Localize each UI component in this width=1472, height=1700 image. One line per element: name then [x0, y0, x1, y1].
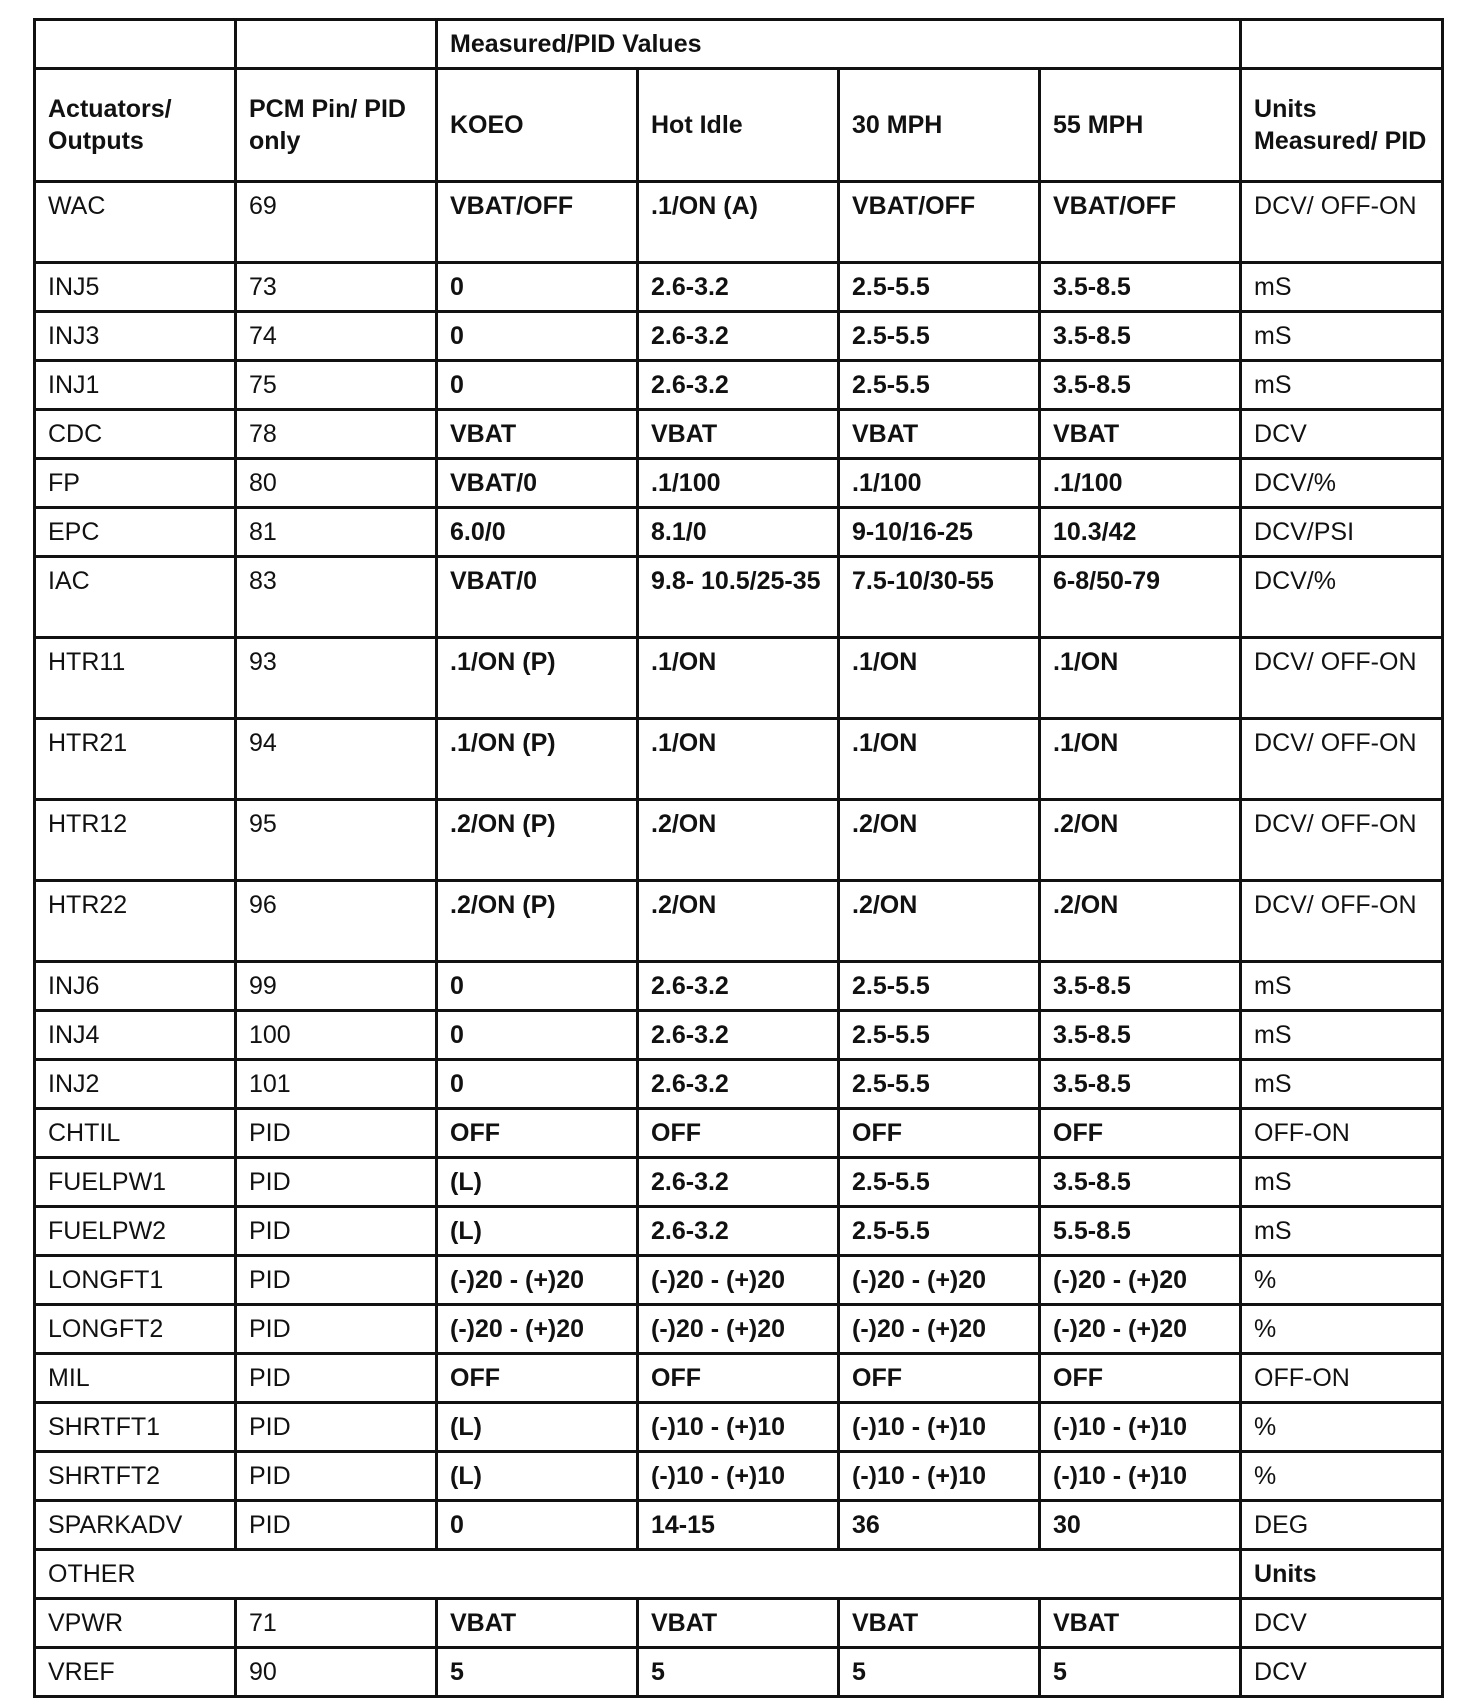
cell-koeo: 0: [437, 1501, 638, 1550]
cell-30mph: 2.5-5.5: [839, 1207, 1040, 1256]
cell-55mph: 30: [1040, 1501, 1241, 1550]
cell-actuator: SPARKADV: [35, 1501, 236, 1550]
cell-55mph: 3.5-8.5: [1040, 1011, 1241, 1060]
cell-55mph: .2/ON: [1040, 800, 1241, 881]
cell-hot-idle: .1/ON: [638, 719, 839, 800]
cell-pcm-pin: 75: [236, 361, 437, 410]
cell-koeo: .1/ON (P): [437, 719, 638, 800]
cell-pcm-pin: PID: [236, 1109, 437, 1158]
cell-actuator: HTR22: [35, 881, 236, 962]
cell-actuator: SHRTFT2: [35, 1452, 236, 1501]
cell-30mph: 2.5-5.5: [839, 1158, 1040, 1207]
cell-actuator: LONGFT1: [35, 1256, 236, 1305]
cell-pcm-pin: 73: [236, 263, 437, 312]
cell-hot-idle: 2.6-3.2: [638, 1011, 839, 1060]
cell-actuator: INJ3: [35, 312, 236, 361]
col-header-actuators: Actuators/ Outputs: [35, 69, 236, 182]
cell-units: DCV/%: [1241, 459, 1443, 508]
cell-units: mS: [1241, 1207, 1443, 1256]
cell-55mph: OFF: [1040, 1109, 1241, 1158]
cell-hot-idle: 8.1/0: [638, 508, 839, 557]
cell-pcm-pin: 81: [236, 508, 437, 557]
cell-units: mS: [1241, 1158, 1443, 1207]
cell-pcm-pin: 83: [236, 557, 437, 638]
cell-koeo: (-)20 - (+)20: [437, 1305, 638, 1354]
col-header-pcm-pin: PCM Pin/ PID only: [236, 69, 437, 182]
cell-units: DCV/%: [1241, 557, 1443, 638]
table-row: [35, 1158, 1443, 1207]
cell-55mph: 3.5-8.5: [1040, 1060, 1241, 1109]
cell-koeo: VBAT: [437, 410, 638, 459]
cell-pcm-pin: 78: [236, 410, 437, 459]
other-section-label: OTHER: [35, 1550, 1241, 1599]
table-row: [35, 263, 1443, 312]
cell-30mph: .1/ON: [839, 638, 1040, 719]
cell-55mph: 3.5-8.5: [1040, 263, 1241, 312]
cell-hot-idle: 2.6-3.2: [638, 312, 839, 361]
cell-55mph: 3.5-8.5: [1040, 312, 1241, 361]
col-header-hot-idle: Hot Idle: [638, 69, 839, 182]
cell-55mph: (-)20 - (+)20: [1040, 1256, 1241, 1305]
cell-actuator: FUELPW2: [35, 1207, 236, 1256]
cell-55mph: VBAT: [1040, 410, 1241, 459]
cell-actuator: INJ5: [35, 263, 236, 312]
cell-koeo: 0: [437, 1060, 638, 1109]
cell-hot-idle: (-)20 - (+)20: [638, 1256, 839, 1305]
other-units-header: Units: [1241, 1550, 1443, 1599]
cell-pcm-pin: PID: [236, 1256, 437, 1305]
cell-hot-idle: .1/ON: [638, 638, 839, 719]
cell-30mph: (-)20 - (+)20: [839, 1305, 1040, 1354]
cell-hot-idle: 2.6-3.2: [638, 1060, 839, 1109]
cell-koeo: OFF: [437, 1354, 638, 1403]
cell-actuator: HTR21: [35, 719, 236, 800]
cell-30mph: 2.5-5.5: [839, 263, 1040, 312]
cell-units: mS: [1241, 1011, 1443, 1060]
table-row: [35, 1599, 1443, 1648]
cell-units: mS: [1241, 263, 1443, 312]
cell-actuator: FUELPW1: [35, 1158, 236, 1207]
cell-55mph: .1/100: [1040, 459, 1241, 508]
header-empty-cell: [236, 20, 437, 69]
cell-units: DEG: [1241, 1501, 1443, 1550]
cell-koeo: .2/ON (P): [437, 881, 638, 962]
cell-koeo: VBAT/OFF: [437, 182, 638, 263]
cell-units: DCV: [1241, 1648, 1443, 1697]
cell-units: %: [1241, 1452, 1443, 1501]
table-row: [35, 881, 1443, 962]
cell-actuator: VPWR: [35, 1599, 236, 1648]
cell-30mph: .1/100: [839, 459, 1040, 508]
cell-hot-idle: VBAT: [638, 1599, 839, 1648]
cell-55mph: (-)20 - (+)20: [1040, 1305, 1241, 1354]
cell-hot-idle: OFF: [638, 1354, 839, 1403]
cell-pcm-pin: 74: [236, 312, 437, 361]
table-row: [35, 1403, 1443, 1452]
cell-hot-idle: .1/100: [638, 459, 839, 508]
cell-actuator: HTR12: [35, 800, 236, 881]
cell-koeo: OFF: [437, 1109, 638, 1158]
cell-hot-idle: .1/ON (A): [638, 182, 839, 263]
cell-hot-idle: 2.6-3.2: [638, 1158, 839, 1207]
cell-55mph: 3.5-8.5: [1040, 962, 1241, 1011]
cell-koeo: 0: [437, 263, 638, 312]
table-row: [35, 410, 1443, 459]
cell-actuator: HTR11: [35, 638, 236, 719]
cell-actuator: IAC: [35, 557, 236, 638]
cell-koeo: 5: [437, 1648, 638, 1697]
cell-pcm-pin: 101: [236, 1060, 437, 1109]
cell-koeo: (L): [437, 1207, 638, 1256]
cell-55mph: .1/ON: [1040, 638, 1241, 719]
cell-units: DCV/PSI: [1241, 508, 1443, 557]
cell-pcm-pin: 93: [236, 638, 437, 719]
cell-30mph: VBAT: [839, 1599, 1040, 1648]
cell-hot-idle: 2.6-3.2: [638, 962, 839, 1011]
cell-55mph: 10.3/42: [1040, 508, 1241, 557]
cell-koeo: (L): [437, 1452, 638, 1501]
table-row: [35, 1648, 1443, 1697]
table-row: [35, 459, 1443, 508]
cell-koeo: VBAT: [437, 1599, 638, 1648]
cell-units: DCV/ OFF-ON: [1241, 638, 1443, 719]
cell-pcm-pin: 80: [236, 459, 437, 508]
cell-pcm-pin: 69: [236, 182, 437, 263]
table-row: [35, 1452, 1443, 1501]
cell-30mph: (-)20 - (+)20: [839, 1256, 1040, 1305]
table-row: [35, 800, 1443, 881]
col-header-30mph: 30 MPH: [839, 69, 1040, 182]
cell-55mph: OFF: [1040, 1354, 1241, 1403]
cell-30mph: 5: [839, 1648, 1040, 1697]
cell-55mph: .1/ON: [1040, 719, 1241, 800]
cell-pcm-pin: 94: [236, 719, 437, 800]
cell-pcm-pin: PID: [236, 1354, 437, 1403]
cell-hot-idle: 9.8- 10.5/25-35: [638, 557, 839, 638]
cell-koeo: 0: [437, 361, 638, 410]
cell-30mph: 2.5-5.5: [839, 312, 1040, 361]
pid-values-table: [33, 18, 1444, 1698]
cell-pcm-pin: 90: [236, 1648, 437, 1697]
cell-units: OFF-ON: [1241, 1354, 1443, 1403]
cell-hot-idle: 2.6-3.2: [638, 263, 839, 312]
cell-units: DCV/ OFF-ON: [1241, 719, 1443, 800]
cell-30mph: 7.5-10/30-55: [839, 557, 1040, 638]
cell-koeo: (-)20 - (+)20: [437, 1256, 638, 1305]
cell-koeo: VBAT/0: [437, 459, 638, 508]
cell-actuator: CHTIL: [35, 1109, 236, 1158]
cell-pcm-pin: 71: [236, 1599, 437, 1648]
cell-pcm-pin: PID: [236, 1158, 437, 1207]
col-header-units: Units Measured/ PID: [1241, 69, 1443, 182]
cell-units: %: [1241, 1305, 1443, 1354]
cell-55mph: 6-8/50-79: [1040, 557, 1241, 638]
cell-actuator: INJ1: [35, 361, 236, 410]
cell-units: DCV/ OFF-ON: [1241, 182, 1443, 263]
cell-30mph: .2/ON: [839, 881, 1040, 962]
cell-pcm-pin: 96: [236, 881, 437, 962]
cell-30mph: 9-10/16-25: [839, 508, 1040, 557]
cell-55mph: 3.5-8.5: [1040, 1158, 1241, 1207]
cell-hot-idle: .2/ON: [638, 881, 839, 962]
table-row: [35, 1501, 1443, 1550]
cell-actuator: MIL: [35, 1354, 236, 1403]
cell-units: DCV/ OFF-ON: [1241, 881, 1443, 962]
cell-hot-idle: (-)10 - (+)10: [638, 1403, 839, 1452]
cell-30mph: 2.5-5.5: [839, 1060, 1040, 1109]
cell-koeo: 6.0/0: [437, 508, 638, 557]
table-row: [35, 508, 1443, 557]
cell-actuator: INJ2: [35, 1060, 236, 1109]
cell-pcm-pin: 95: [236, 800, 437, 881]
cell-30mph: 2.5-5.5: [839, 962, 1040, 1011]
cell-pcm-pin: PID: [236, 1501, 437, 1550]
cell-units: DCV/ OFF-ON: [1241, 800, 1443, 881]
cell-actuator: FP: [35, 459, 236, 508]
cell-30mph: 2.5-5.5: [839, 1011, 1040, 1060]
header-empty-cell: [1241, 20, 1443, 69]
cell-units: DCV: [1241, 410, 1443, 459]
col-header-koeo: KOEO: [437, 69, 638, 182]
table-row: [35, 1305, 1443, 1354]
other-section-row: [35, 1550, 1443, 1599]
cell-koeo: (L): [437, 1403, 638, 1452]
measured-pid-values-header: Measured/PID Values: [437, 20, 1241, 69]
cell-pcm-pin: PID: [236, 1207, 437, 1256]
cell-hot-idle: VBAT: [638, 410, 839, 459]
cell-koeo: 0: [437, 1011, 638, 1060]
cell-55mph: .2/ON: [1040, 881, 1241, 962]
cell-55mph: VBAT/OFF: [1040, 182, 1241, 263]
cell-hot-idle: 2.6-3.2: [638, 361, 839, 410]
table-row: [35, 182, 1443, 263]
cell-pcm-pin: PID: [236, 1452, 437, 1501]
cell-units: OFF-ON: [1241, 1109, 1443, 1158]
cell-units: mS: [1241, 312, 1443, 361]
cell-30mph: OFF: [839, 1109, 1040, 1158]
cell-units: mS: [1241, 962, 1443, 1011]
cell-units: %: [1241, 1256, 1443, 1305]
cell-koeo: 0: [437, 962, 638, 1011]
table-row: [35, 361, 1443, 410]
cell-30mph: 2.5-5.5: [839, 361, 1040, 410]
table-row: [35, 1354, 1443, 1403]
cell-55mph: 3.5-8.5: [1040, 361, 1241, 410]
cell-30mph: 36: [839, 1501, 1040, 1550]
cell-55mph: 5.5-8.5: [1040, 1207, 1241, 1256]
col-header-55mph: 55 MPH: [1040, 69, 1241, 182]
cell-actuator: CDC: [35, 410, 236, 459]
cell-units: %: [1241, 1403, 1443, 1452]
table-row: [35, 719, 1443, 800]
cell-koeo: (L): [437, 1158, 638, 1207]
cell-30mph: (-)10 - (+)10: [839, 1452, 1040, 1501]
cell-30mph: .1/ON: [839, 719, 1040, 800]
cell-koeo: .2/ON (P): [437, 800, 638, 881]
cell-pcm-pin: 99: [236, 962, 437, 1011]
cell-hot-idle: (-)10 - (+)10: [638, 1452, 839, 1501]
cell-actuator: INJ6: [35, 962, 236, 1011]
cell-actuator: INJ4: [35, 1011, 236, 1060]
cell-55mph: (-)10 - (+)10: [1040, 1452, 1241, 1501]
cell-30mph: VBAT: [839, 410, 1040, 459]
cell-30mph: VBAT/OFF: [839, 182, 1040, 263]
table-row: [35, 1060, 1443, 1109]
table-row: [35, 312, 1443, 361]
cell-55mph: 5: [1040, 1648, 1241, 1697]
cell-55mph: VBAT: [1040, 1599, 1241, 1648]
cell-koeo: VBAT/0: [437, 557, 638, 638]
cell-actuator: VREF: [35, 1648, 236, 1697]
cell-actuator: WAC: [35, 182, 236, 263]
cell-units: mS: [1241, 1060, 1443, 1109]
header-row-group: [35, 20, 1443, 69]
cell-koeo: .1/ON (P): [437, 638, 638, 719]
cell-actuator: LONGFT2: [35, 1305, 236, 1354]
table-row: [35, 638, 1443, 719]
cell-30mph: OFF: [839, 1354, 1040, 1403]
cell-actuator: SHRTFT1: [35, 1403, 236, 1452]
cell-hot-idle: 5: [638, 1648, 839, 1697]
cell-30mph: .2/ON: [839, 800, 1040, 881]
cell-55mph: (-)10 - (+)10: [1040, 1403, 1241, 1452]
header-empty-cell: [35, 20, 236, 69]
table-row: [35, 1011, 1443, 1060]
cell-actuator: EPC: [35, 508, 236, 557]
header-row-columns: [35, 69, 1443, 182]
cell-hot-idle: OFF: [638, 1109, 839, 1158]
cell-pcm-pin: 100: [236, 1011, 437, 1060]
cell-pcm-pin: PID: [236, 1305, 437, 1354]
table-row: [35, 1207, 1443, 1256]
table-row: [35, 1109, 1443, 1158]
cell-units: mS: [1241, 361, 1443, 410]
table-row: [35, 557, 1443, 638]
table-row: [35, 962, 1443, 1011]
cell-hot-idle: 14-15: [638, 1501, 839, 1550]
cell-hot-idle: .2/ON: [638, 800, 839, 881]
cell-hot-idle: (-)20 - (+)20: [638, 1305, 839, 1354]
cell-koeo: 0: [437, 312, 638, 361]
cell-pcm-pin: PID: [236, 1403, 437, 1452]
cell-units: DCV: [1241, 1599, 1443, 1648]
cell-30mph: (-)10 - (+)10: [839, 1403, 1040, 1452]
table-row: [35, 1256, 1443, 1305]
cell-hot-idle: 2.6-3.2: [638, 1207, 839, 1256]
